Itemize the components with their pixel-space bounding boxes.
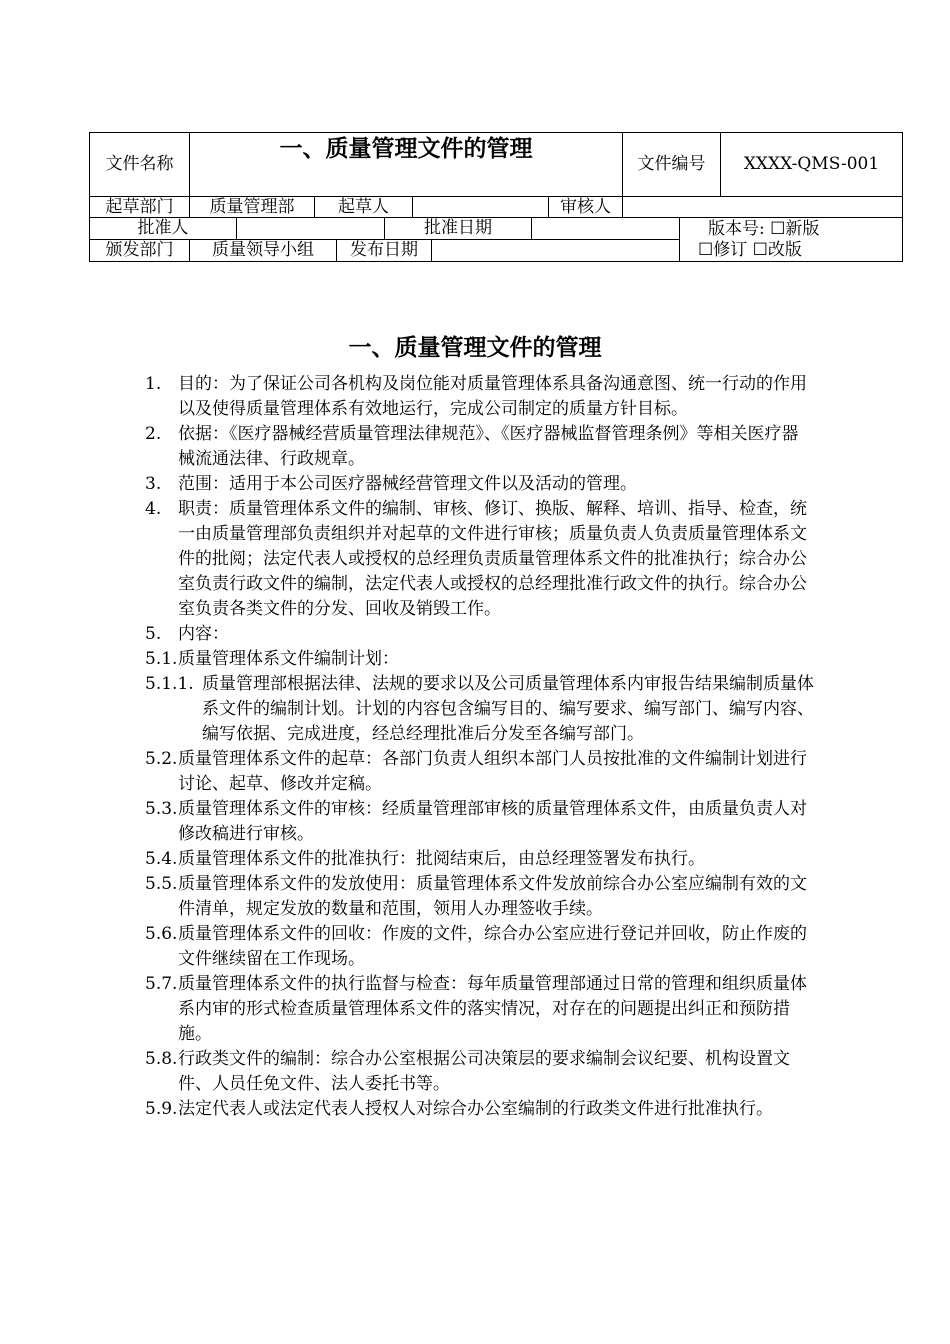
item-number: 5.1.	[145, 649, 178, 669]
version-line-1: 版本号: ☐新版	[708, 219, 820, 239]
reviewer-value	[622, 196, 903, 218]
doc-no-label: 文件编号	[622, 132, 721, 197]
sub-item	[145, 847, 815, 872]
reviewer-label: 审核人	[548, 196, 623, 218]
item-text: 行政类文件的编制：综合办公室根据公司决策层的要求编制会议纪要、机构设置文件、人员任免文件、法人委托书等。	[178, 1049, 790, 1094]
release-date-value	[431, 239, 680, 262]
item-number: 2.	[145, 424, 162, 444]
drafter-value	[412, 196, 549, 218]
item-text: 质量管理部根据法律、法规的要求以及公司质量管理体系内审报告结果编制质量体系文件的编制计划。计划的内容包含编写目的、编写要求、编写部门、编写内容、编写依据、完成进度，经总经理批准后分发至各编写部门。	[202, 674, 814, 744]
sub-item	[145, 972, 815, 1047]
item-number: 1.	[145, 374, 162, 394]
drafter-label: 起草人	[314, 196, 413, 218]
list-item	[145, 622, 815, 647]
doc-name-label: 文件名称	[89, 132, 190, 197]
approver-value	[236, 217, 385, 240]
item-number: 5.3.	[145, 799, 178, 819]
approve-date-value	[531, 217, 680, 240]
list-item	[145, 372, 815, 422]
item-number: 4.	[145, 499, 162, 519]
page-title: 一、质量管理文件的管理	[348, 334, 602, 361]
sub-item	[145, 747, 815, 797]
item-text: 质量管理体系文件的回收：作废的文件，综合办公室应进行登记并回收，防止作废的文件继续留在工作现场。	[178, 924, 807, 969]
sub-item	[145, 647, 815, 672]
item-number: 5.4.	[145, 849, 178, 869]
sub-item	[145, 922, 815, 972]
item-text: 质量管理体系文件的执行监督与检查：每年质量管理部通过日常的管理和组织质量体系内审的形式检查质量管理体系文件的落实情况，对存在的问题提出纠正和预防措施。	[178, 974, 807, 1044]
list-item	[145, 497, 815, 622]
draft-dept-value: 质量管理部	[189, 196, 315, 218]
list-item	[145, 422, 815, 472]
item-number: 5.	[145, 624, 162, 644]
approver-label: 批准人	[89, 217, 237, 240]
item-text: 依据：《医疗器械经营质量管理法律规范》、《医疗器械监督管理条例》等相关医疗器械流通法律、行政规章。	[178, 424, 799, 469]
issue-dept-value: 质量领导小组	[189, 239, 337, 262]
item-text: 质量管理体系文件的发放使用：质量管理体系文件发放前综合办公室应编制有效的文件清单，规定发放的数量和范围，领用人办理签收手续。	[178, 874, 807, 919]
item-number: 5.8.	[145, 1049, 178, 1069]
item-text: 质量管理体系文件的批准执行：批阅结束后，由总经理签署发布执行。	[178, 849, 705, 869]
sub-item	[145, 872, 815, 922]
document-body	[145, 372, 815, 1122]
item-number: 5.9.	[145, 1099, 178, 1119]
approve-date-label: 批准日期	[384, 217, 532, 240]
version-line-2: ☐修订 ☐改版	[698, 240, 802, 260]
release-date-label: 发布日期	[336, 239, 432, 262]
item-number: 5.1.1.	[145, 674, 194, 694]
item-text: 职责：质量管理体系文件的编制、审核、修订、换版、解释、培训、指导、检查，统一由质量管理部负责组织并对起草的文件进行审核；质量负责人负责质量管理体系文件的批阅；法定代表人或授权的总经理负责质量管理体系文件的批准执行；综合办公室负责行政文件的编制，法定代表人或授权的总经理批准行政文件的执行。综合办公室负责各类文件的分发、回收及销毁工作。	[178, 499, 807, 619]
doc-name-value: 一、质量管理文件的管理	[189, 132, 623, 197]
item-text: 目的：为了保证公司各机构及岗位能对质量管理体系具备沟通意图、统一行动的作用以及使得质量管理体系有效地运行，完成公司制定的质量方针目标。	[178, 374, 807, 419]
item-text: 范围：适用于本公司医疗器械经营管理文件以及活动的管理。	[178, 474, 637, 494]
item-number: 3.	[145, 474, 162, 494]
item-number: 5.7.	[145, 974, 178, 994]
sub-item	[145, 672, 815, 747]
sub-item	[145, 1047, 815, 1097]
item-number: 5.2.	[145, 749, 178, 769]
item-text: 质量管理体系文件编制计划：	[178, 649, 399, 669]
item-number: 5.6.	[145, 924, 178, 944]
item-text: 法定代表人或法定代表人授权人对综合办公室编制的行政类文件进行批准执行。	[178, 1099, 773, 1119]
sub-item	[145, 1097, 815, 1122]
sub-item	[145, 797, 815, 847]
draft-dept-label: 起草部门	[89, 196, 190, 218]
item-text: 内容：	[178, 624, 229, 644]
doc-no-value: XXXX-QMS-001	[720, 132, 903, 197]
item-text: 质量管理体系文件的起草：各部门负责人组织本部门人员按批准的文件编制计划进行讨论、起草、修改并定稿。	[178, 749, 807, 794]
list-item	[145, 472, 815, 497]
issue-dept-label: 颁发部门	[89, 239, 190, 262]
item-number: 5.5.	[145, 874, 178, 894]
item-text: 质量管理体系文件的审核：经质量管理部审核的质量管理体系文件，由质量负责人对修改稿进行审核。	[178, 799, 807, 844]
